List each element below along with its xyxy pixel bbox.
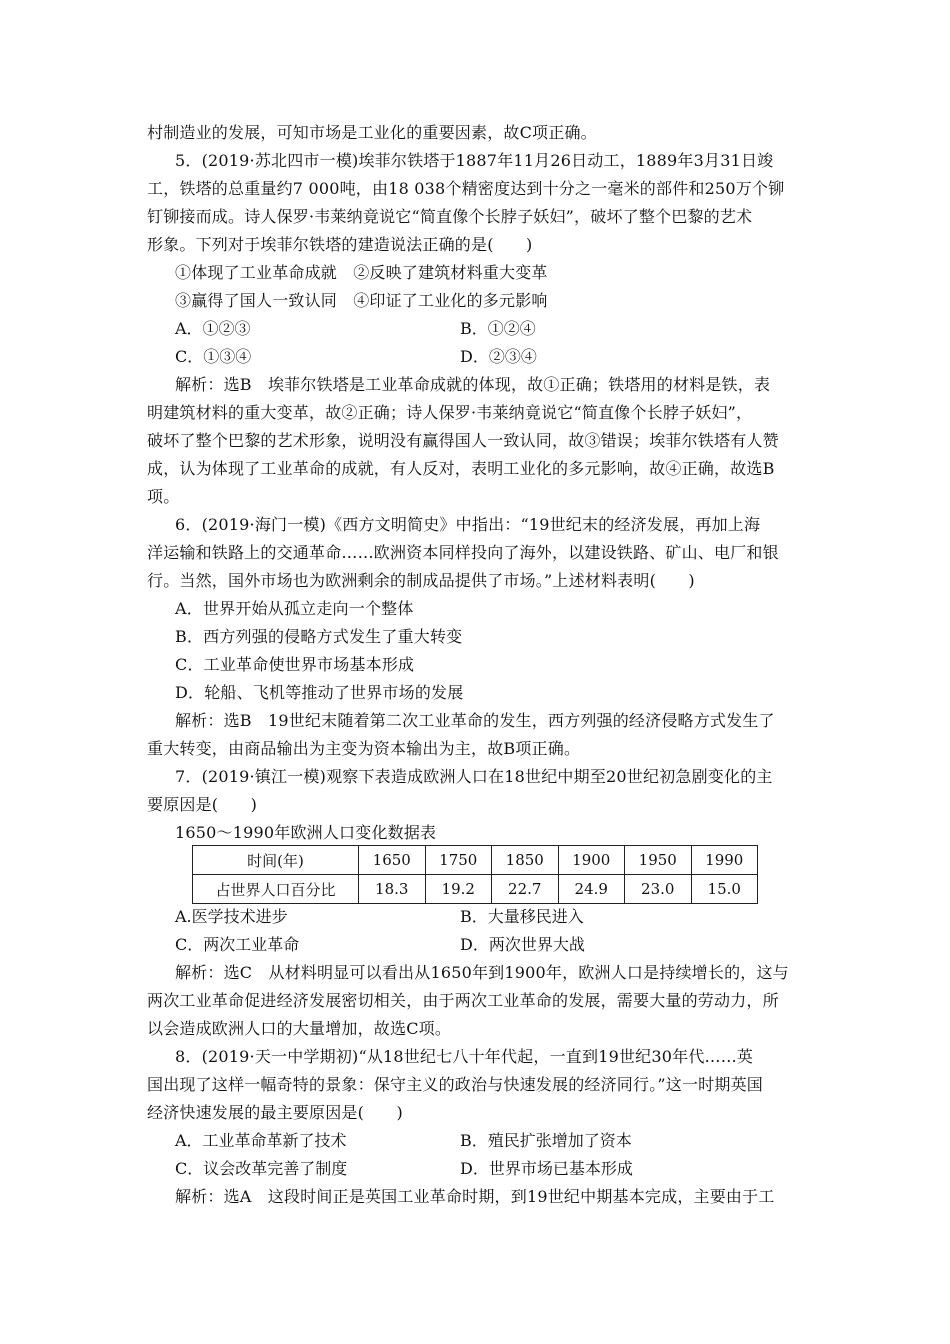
- table-cell: 1900: [558, 846, 625, 875]
- option-b: B．殖民扩张增加了资本: [460, 1131, 632, 1150]
- analysis-line: 重大转变，由商品输出为主变为资本输出为主，故B项正确。: [147, 739, 581, 758]
- option-a: A.医学技术进步: [175, 907, 288, 926]
- table-cell: 1650: [359, 846, 426, 875]
- option-c: C．①③④: [175, 347, 252, 366]
- option-d: D．世界市场已基本形成: [460, 1159, 633, 1178]
- option-b: B．西方列强的侵略方式发生了重大转变: [175, 627, 463, 646]
- option-d: D．②③④: [460, 347, 537, 366]
- question-8-line: 经济快速发展的最主要原因是( ): [147, 1103, 403, 1122]
- table-cell: 22.7: [492, 875, 559, 904]
- analysis-line: 明建筑材料的重大变革，故②正确；诗人保罗·韦莱纳竟说它“简直像个长脖子妖妇”，: [147, 403, 753, 422]
- table-cell: 1990: [691, 846, 758, 875]
- question-5-item: ③赢得了国人一致认同 ④印证了工业化的多元影响: [175, 291, 548, 310]
- question-5-line: 钉铆接而成。诗人保罗·韦莱纳竟说它“简直像个长脖子妖妇”，破坏了整个巴黎的艺术: [147, 207, 753, 226]
- question-6-line: 洋运输和铁路上的交通革命……欧洲资本同样投向了海外，以建设铁路、矿山、电厂和银: [147, 543, 779, 562]
- option-c: C．议会改革完善了制度: [175, 1159, 348, 1178]
- option-a: A．①②③: [175, 319, 251, 338]
- analysis-line: 成，认为体现了工业革命的成就，有人反对，表明工业化的多元影响，故④正确，故选B: [147, 459, 775, 478]
- text-line: 村制造业的发展，可知市场是工业化的重要因素，故C项正确。: [147, 123, 597, 142]
- question-6-line: 行。当然，国外市场也为欧洲剩余的制成品提供了市场。”上述材料表明( ): [147, 571, 695, 590]
- question-8-line: 8．(2019·天一中学期初)“从18世纪七八十年代起，一直到19世纪30年代……英: [175, 1047, 754, 1066]
- question-7-line: 7．(2019·镇江一模)观察下表造成欧洲人口在18世纪中期至20世纪初急剧变化的主: [175, 767, 773, 786]
- table-header-cell: 占世界人口百分比: [193, 875, 359, 904]
- option-d: D．轮船、飞机等推动了世界市场的发展: [175, 683, 464, 702]
- analysis-line: 解析：选A 这段时间正是英国工业革命时期，到19世纪中期基本完成，主要由于工: [175, 1187, 775, 1206]
- option-a: A．世界开始从孤立走向一个整体: [175, 599, 414, 618]
- analysis-line: 解析：选B 埃菲尔铁塔是工业革命成就的体现，故①正确；铁塔用的材料是铁，表: [175, 375, 771, 394]
- question-5-line: 工，铁塔的总重量约7 000吨，由18 038个精密度达到十分之一毫米的部件和250万个铆: [147, 179, 785, 198]
- table-cell: 1750: [425, 846, 492, 875]
- option-a: A．工业革命革新了技术: [175, 1131, 347, 1150]
- table-cell: 15.0: [691, 875, 758, 904]
- population-table: [192, 845, 758, 904]
- option-c: C．两次工业革命: [175, 935, 300, 954]
- table-cell: 18.3: [359, 875, 426, 904]
- question-6-line: 6．(2019·海门一模)《西方文明简史》中指出：“19世纪末的经济发展，再加上海: [175, 515, 761, 534]
- option-d: D．两次世界大战: [460, 935, 585, 954]
- table-cell: 1850: [492, 846, 559, 875]
- question-5-line: 形象。下列对于埃菲尔铁塔的建造说法正确的是( ): [147, 235, 533, 254]
- question-5-line: 5．(2019·苏北四市一模)埃菲尔铁塔于1887年11月26日动工，1889年3月31日竣: [175, 151, 774, 170]
- analysis-line: 解析：选C 从材料明显可以看出从1650年到1900年，欧洲人口是持续增长的，这与: [175, 963, 789, 982]
- table-header-cell: 时间(年): [193, 846, 359, 875]
- table-row: [193, 875, 758, 904]
- table-cell: 23.0: [625, 875, 692, 904]
- table-cell: 19.2: [425, 875, 492, 904]
- option-b: B．大量移民进入: [460, 907, 584, 926]
- analysis-line: 两次工业革命促进经济发展密切相关，由于两次工业革命的发展，需要大量的劳动力，所: [147, 991, 779, 1010]
- question-5-item: ①体现了工业革命成就 ②反映了建筑材料重大变革: [175, 263, 548, 282]
- analysis-line: 项。: [147, 487, 180, 506]
- analysis-line: 破坏了整个巴黎的艺术形象，说明没有赢得国人一致认同，故③错误；埃菲尔铁塔有人赞: [147, 431, 779, 450]
- option-b: B．①②④: [460, 319, 536, 338]
- table-cell: 1950: [625, 846, 692, 875]
- question-7-line: 要原因是( ): [147, 795, 258, 814]
- analysis-line: 解析：选B 19世纪末随着第二次工业革命的发生，西方列强的经济侵略方式发生了: [175, 711, 775, 730]
- table-row: [193, 846, 758, 875]
- analysis-line: 以会造成欧洲人口的大量增加，故选C项。: [147, 1019, 452, 1038]
- table-cell: 24.9: [558, 875, 625, 904]
- table-caption: 1650～1990年欧洲人口变化数据表: [175, 823, 437, 842]
- option-c: C．工业革命使世界市场基本形成: [175, 655, 415, 674]
- question-8-line: 国出现了这样一幅奇特的景象：保守主义的政治与快速发展的经济同行。”这一时期英国: [147, 1075, 763, 1094]
